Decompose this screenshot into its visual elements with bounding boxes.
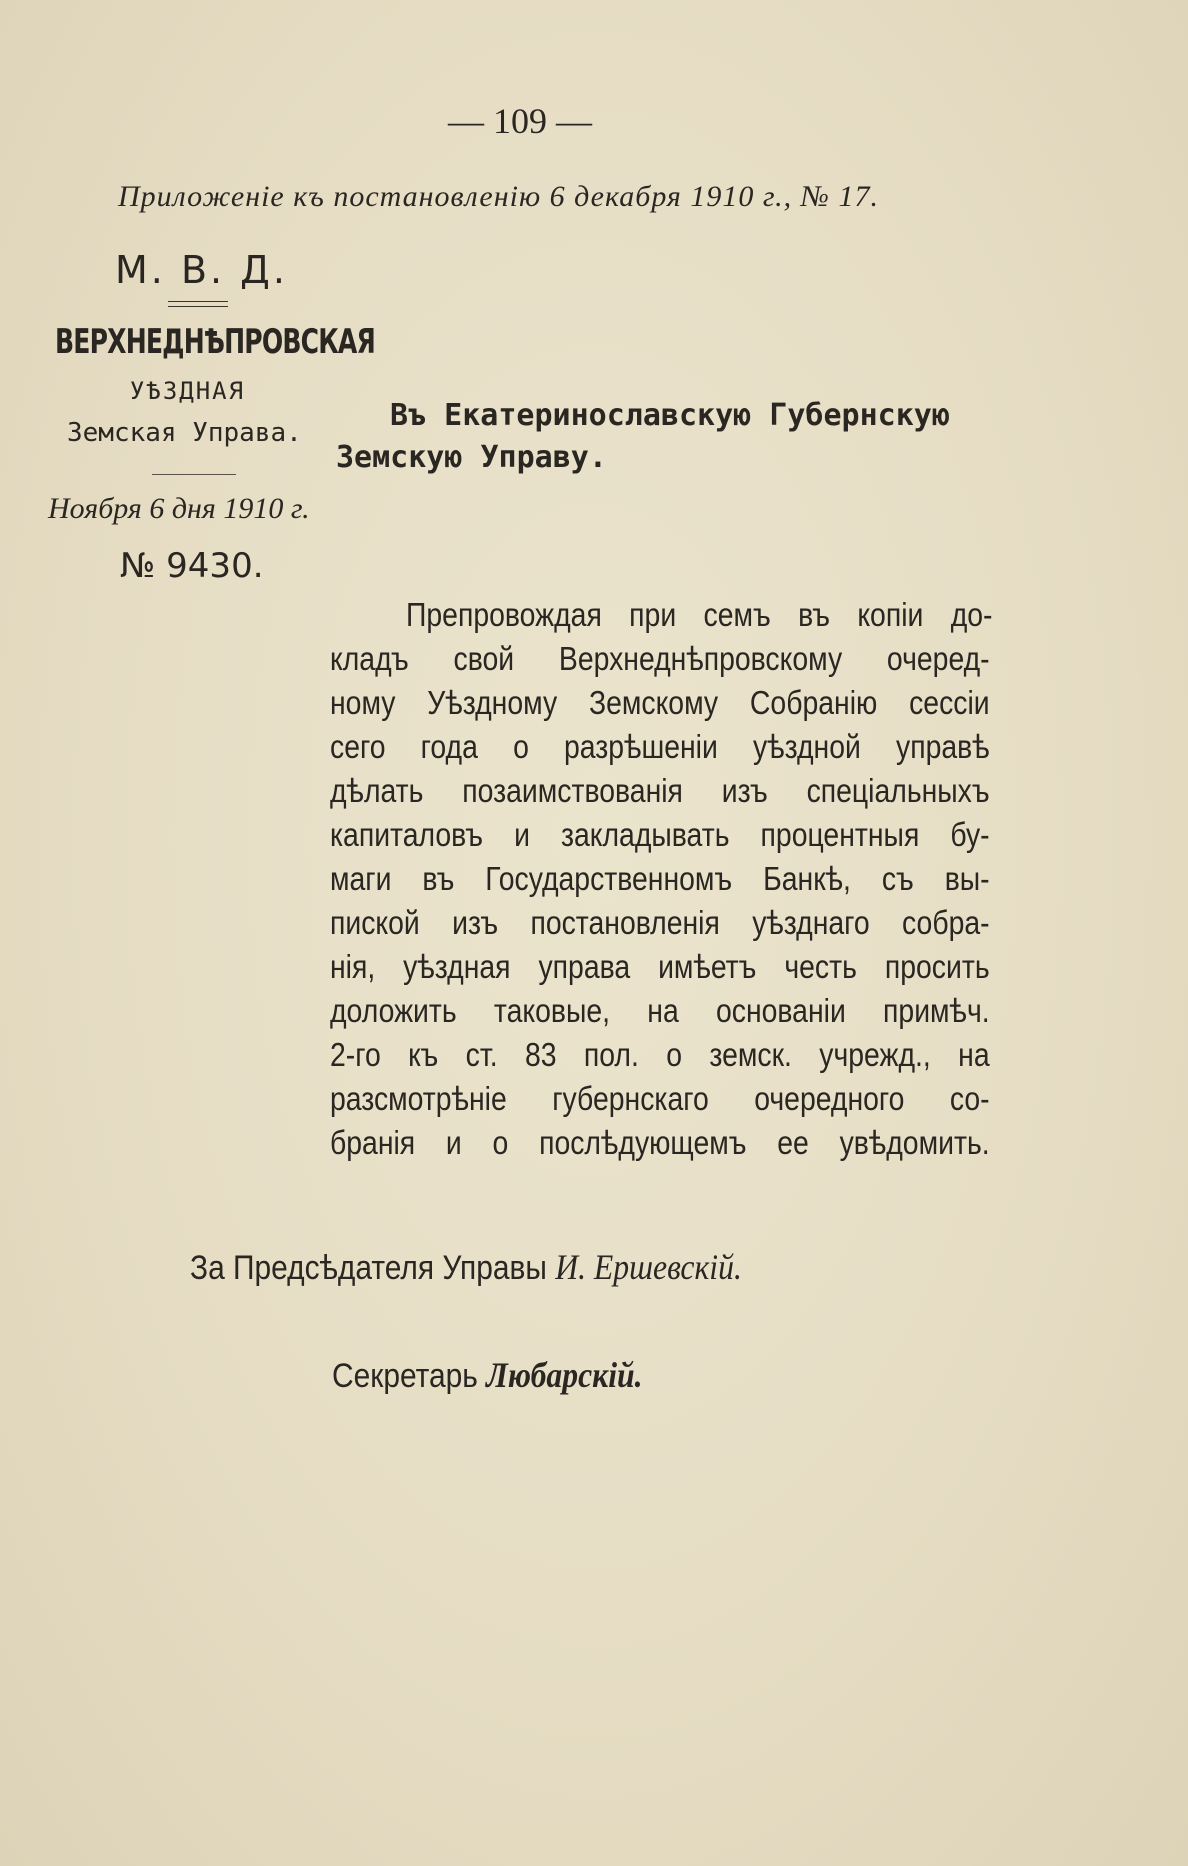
letter-number: № 9430.: [120, 546, 264, 586]
body-line: ному Уѣздному Земскому Собранiю сессiи: [330, 684, 990, 721]
sender-zemstvo: Земская Управа.: [67, 418, 302, 448]
body-line: капиталовъ и закладывать процентныя бу-: [330, 816, 990, 853]
body-line: дѣлать позаимствованiя изъ спецiальныхъ: [330, 772, 990, 809]
secretary-signature-line: [332, 1354, 643, 1396]
rule-divider: [152, 474, 236, 475]
addressee-line-2: Земскую Управу.: [336, 440, 607, 475]
addressee-line-1: Въ Екатеринославскую Губернскую: [390, 398, 950, 433]
secretary-label: Секретарь: [332, 1357, 478, 1395]
body-line: сего года о разрѣшенiи уѣздной управѣ: [330, 728, 990, 765]
body-line: Препровождая при семъ въ копiи до-: [406, 596, 993, 633]
body-line: кладъ свой Верхнеднѣпровскому очеред-: [330, 640, 990, 677]
page-number: — 109 —: [448, 101, 592, 141]
body-line: маги въ Государственномъ Банкѣ, съ вы-: [330, 860, 990, 897]
secretary-signature: Любарскiй.: [486, 1355, 643, 1395]
appendix-note: Приложенiе къ постановленiю 6 декабря 1910 г., № 17.: [118, 180, 879, 213]
body-line: нiя, уѣздная управа имѣетъ честь просить: [330, 948, 990, 985]
letter-date: Ноября 6 дня 1910 г.: [48, 492, 310, 525]
ministry-header: М. В. Д.: [115, 248, 288, 292]
chair-signature-line: [190, 1246, 742, 1288]
body-line: разсмотрѣнiе губернскаго очередного со-: [330, 1080, 990, 1117]
sender-office: ВЕРХНЕДНѢПРОВСКАЯ: [55, 322, 376, 362]
sender-uezd: УѢЗДНАЯ: [129, 377, 246, 405]
body-line: пиской изъ постановленiя уѣзднаго собра-: [330, 904, 990, 941]
body-line: бранiя и о послѣдующемъ ее увѣдомить.: [330, 1124, 990, 1161]
chair-signature: И. Ершевскiй.: [555, 1247, 742, 1287]
double-rule-divider: [168, 301, 228, 307]
body-line: 2-го къ ст. 83 пол. о земск. учрежд., на: [330, 1036, 990, 1073]
chair-label: За Предсѣдателя Управы: [190, 1249, 547, 1287]
body-line: доложить таковые, на основанiи примѣч.: [330, 992, 990, 1029]
